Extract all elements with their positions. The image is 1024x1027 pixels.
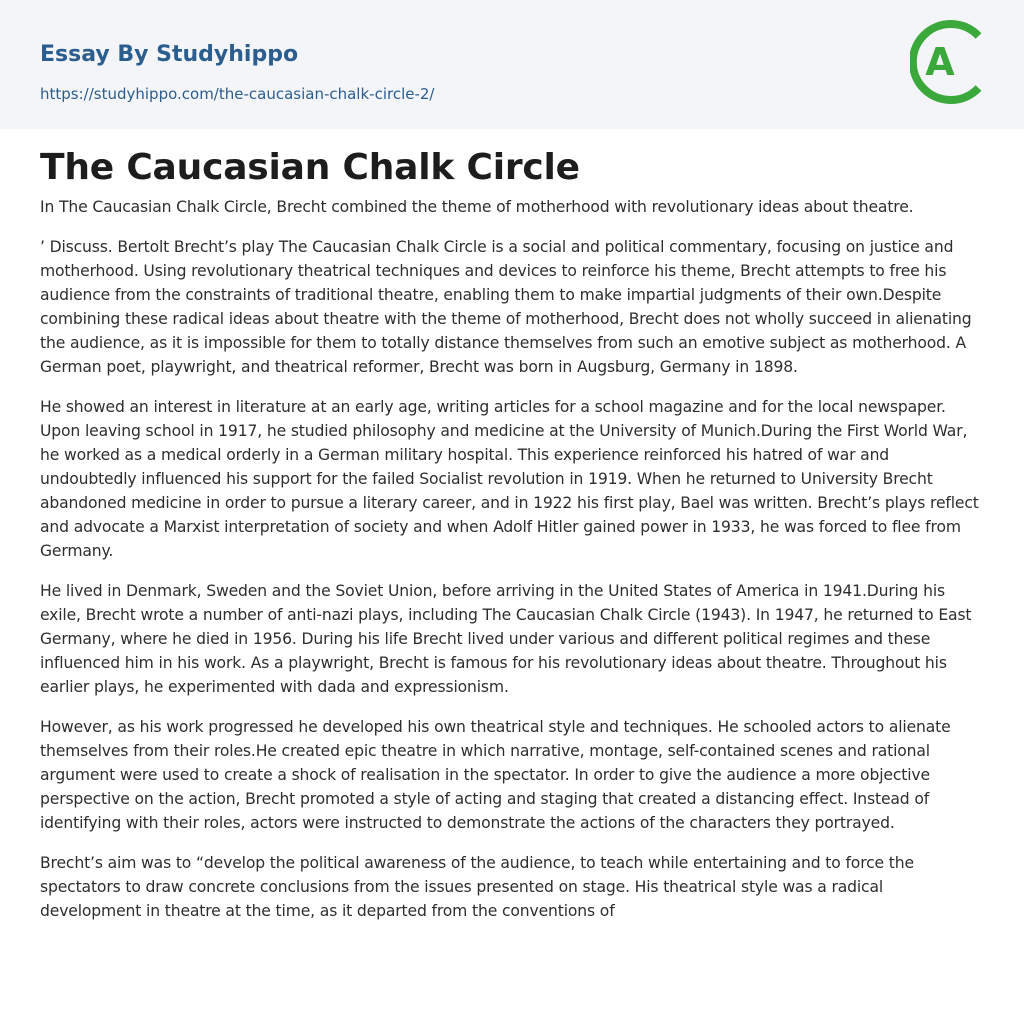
essay-paragraph: ’ Discuss. Bertolt Brecht’s play The Caucasian Chalk Circle is a social and political commentary, focusing on justice and motherhood. Using revolutionary theatrical techniques and devices to reinforce his theme, Brecht attempts to free his audience from the constraints of traditional theatre, enabling them to make impartial judgments of their own.Despite combining these radical ideas about theatre with the theme of motherhood, Brecht does not wholly succeed in alienating the audience, as it is impossible for them to totally distance themselves from such an emotive subject as motherhood. A German poet, playwright, and theatrical reformer, Brecht was born in Augsburg, Germany in 1898.: [40, 238, 972, 376]
studyhippo-logo[interactable]: [910, 18, 990, 108]
logo-icon: [910, 18, 990, 108]
essay-paragraph: Brecht’s aim was to “develop the political awareness of the audience, to teach while entertaining and to force the spectators to draw concrete conclusions from the issues presented on stage. His theatrical style was a radical development in theatre at the time, as it departed from the conventions of: [40, 854, 914, 920]
site-title: Essay By Studyhippo: [40, 42, 299, 67]
essay-paragraph: However, as his work progressed he developed his own theatrical style and techniques. He schooled actors to alienate themselves from their roles.He created epic theatre in which narrative, montage, self-contained scenes and rational argument were used to create a shock of realisation in the spectator. In order to give the audience a more objective perspective on the action, Brecht promoted a style of acting and staging that created a distancing effect. Instead of identifying with their roles, actors were instructed to demonstrate the actions of the characters they portrayed.: [40, 718, 951, 832]
source-url-link[interactable]: https://studyhippo.com/the-caucasian-chalk-circle-2/: [40, 85, 435, 103]
essay-body: [40, 195, 986, 939]
essay-title: The Caucasian Chalk Circle: [40, 147, 580, 188]
logo-letter: A: [925, 40, 955, 84]
essay-paragraph: He showed an interest in literature at an early age, writing articles for a school magazine and for the local newspaper. Upon leaving school in 1917, he studied philosophy and medicine at the University of Munich.During the First World War, he worked as a medical orderly in a German military hospital. This experience reinforced his hatred of war and undoubtedly influenced his support for the failed Socialist revolution in 1919. When he returned to University Brecht abandoned medicine in order to pursue a literary career, and in 1922 his first play, Bael was written. Brecht’s plays reflect and advocate a Marxist interpretation of society and when Adolf Hitler gained power in 1933, he was forced to flee from Germany.: [40, 398, 979, 560]
essay-paragraph: He lived in Denmark, Sweden and the Soviet Union, before arriving in the United States of America in 1941.During his exile, Brecht wrote a number of anti-nazi plays, including The Caucasian Chalk Circle (1943). In 1947, he returned to East Germany, where he died in 1956. During his life Brecht lived under various and different political regimes and these influenced him in his work. As a playwright, Brecht is famous for his revolutionary ideas about theatre. Throughout his earlier plays, he experimented with dada and expressionism.: [40, 582, 972, 696]
essay-paragraph: In The Caucasian Chalk Circle, Brecht combined the theme of motherhood with revolutionary ideas about theatre.: [40, 198, 914, 216]
